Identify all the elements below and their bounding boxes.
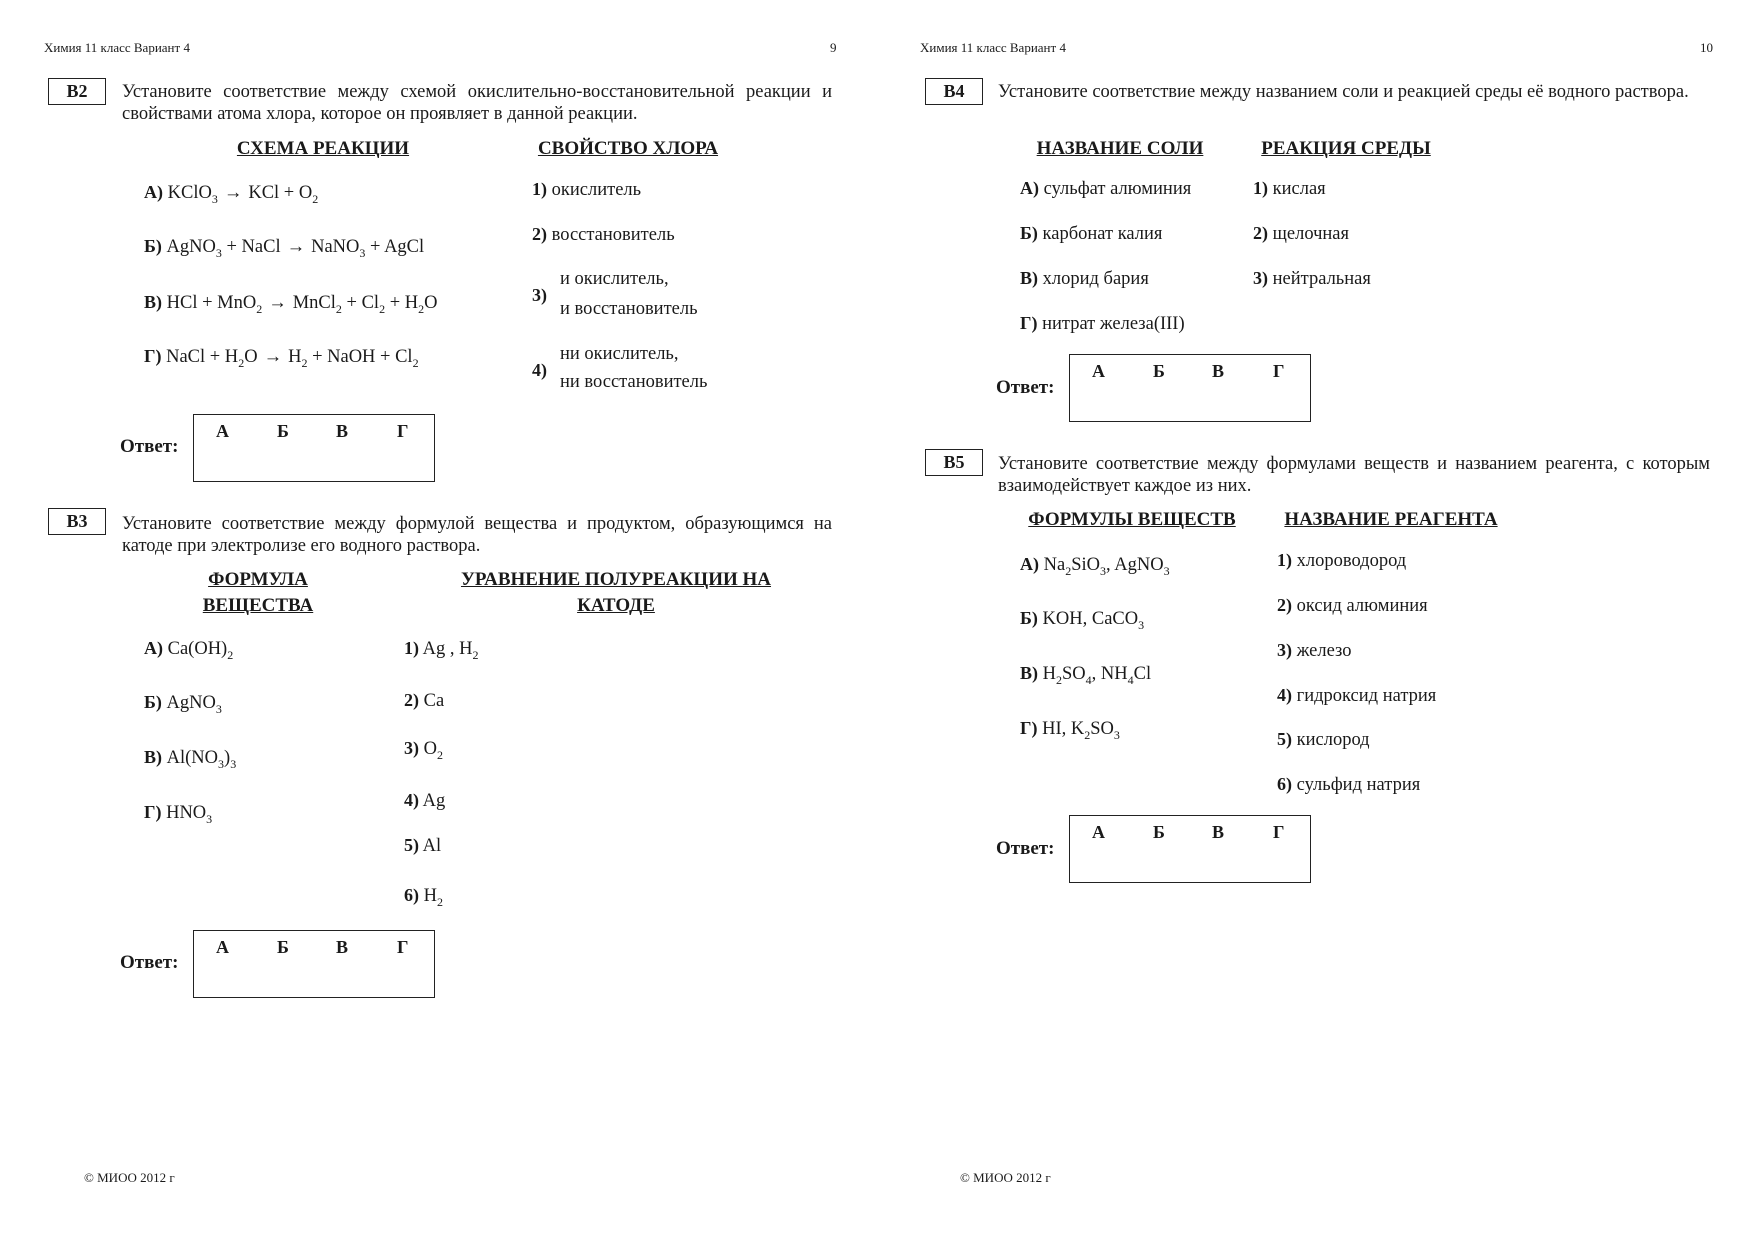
b4-item-c bbox=[1020, 266, 1149, 291]
task-text-b2: Установите соответствие между схемой окислительно-восстановительной реакции и свойствами атома хлора, которое он проявляет в данной реакции. bbox=[122, 82, 832, 124]
b5-item-b bbox=[1020, 606, 1144, 631]
page-footer-left: © МИОО 2012 г bbox=[84, 1170, 175, 1185]
b3-option-2-num: 2) bbox=[404, 690, 419, 710]
b3-item-c-label: В) bbox=[144, 747, 162, 767]
b5-option-5-text: кислород bbox=[1296, 730, 1370, 750]
b4-item-a-label: А) bbox=[1020, 178, 1039, 198]
b5-answer-col-d: Г bbox=[1273, 822, 1285, 842]
b3-item-a-label: А) bbox=[144, 638, 163, 658]
b3-option-1 bbox=[404, 636, 478, 661]
b4-option-3 bbox=[1253, 266, 1371, 291]
b2-item-d-formula: NaCl + $H_2O \to H_2$ + NaOH + $Cl_2$ bbox=[166, 347, 419, 370]
b2-item-d bbox=[144, 344, 419, 369]
b4-answer-col-a: А bbox=[1092, 361, 1105, 381]
b3-option-6-num: 6) bbox=[404, 885, 419, 905]
b3-option-6 bbox=[404, 883, 443, 908]
task-label-b2: B2 bbox=[48, 78, 106, 105]
b5-option-2 bbox=[1277, 593, 1428, 618]
b3-answer-label: Ответ: bbox=[120, 952, 179, 973]
b5-option-6-text: сульфид натрия bbox=[1296, 775, 1421, 795]
b3-option-5-text: Al bbox=[422, 836, 442, 856]
b5-item-a-label: А) bbox=[1020, 554, 1039, 574]
b3-answer-col-a: А bbox=[216, 937, 229, 957]
b3-col-head-equation-1: УРАВНЕНИЕ ПОЛУРЕАКЦИИ НА bbox=[460, 569, 772, 590]
b2-answer-col-a: А bbox=[216, 421, 229, 441]
b5-col-head-reagent: НАЗВАНИЕ РЕАГЕНТА bbox=[1284, 509, 1498, 530]
b2-item-b-label: Б) bbox=[144, 236, 162, 256]
b3-item-a-formula: $Ca(OH)_2$ bbox=[167, 639, 234, 662]
b4-item-c-text: хлорид бария bbox=[1042, 269, 1149, 289]
b4-item-d-label: Г) bbox=[1020, 313, 1038, 333]
b3-item-a bbox=[144, 636, 233, 661]
b2-item-c-formula: HCl + MnO$_2$ → MnCl$_2$ + $Cl_2 + H_2O$ bbox=[166, 293, 438, 316]
page-header-right: Химия 11 класс Вариант 4 bbox=[920, 40, 1066, 55]
b3-option-1-text: Ag , $H_2$ bbox=[422, 639, 479, 662]
b3-answer-col-d: Г bbox=[397, 937, 409, 957]
page-number-left: 9 bbox=[830, 40, 837, 55]
b4-answer-col-d: Г bbox=[1273, 361, 1285, 381]
page-number-right: 10 bbox=[1700, 40, 1713, 55]
b4-item-c-label: В) bbox=[1020, 268, 1038, 288]
b4-option-1 bbox=[1253, 176, 1326, 201]
b2-answer-col-c: В bbox=[336, 421, 349, 441]
page-header-left: Химия 11 класс Вариант 4 bbox=[44, 40, 190, 55]
b4-item-a bbox=[1020, 176, 1191, 201]
b3-option-5-num: 5) bbox=[404, 835, 419, 855]
b5-option-1 bbox=[1277, 548, 1406, 573]
b3-item-c bbox=[144, 745, 236, 770]
b3-item-b-label: Б) bbox=[144, 692, 162, 712]
b2-option-2-num: 2) bbox=[532, 224, 547, 244]
b4-option-3-text: нейтральная bbox=[1272, 269, 1371, 289]
b4-col-head-salt: НАЗВАНИЕ СОЛИ bbox=[1036, 138, 1204, 159]
b3-option-6-text: $H_2$ bbox=[423, 886, 443, 909]
b2-item-d-label: Г) bbox=[144, 346, 162, 366]
b3-col-head-formula-2: ВЕЩЕСТВА bbox=[202, 595, 314, 616]
b4-option-2-text: щелочная bbox=[1272, 224, 1350, 244]
b2-item-a-formula: KClO$_3$ → KCl + $O_2$ bbox=[167, 183, 319, 206]
b4-option-2-num: 2) bbox=[1253, 223, 1268, 243]
b3-answer-col-b: Б bbox=[277, 937, 289, 957]
b5-option-1-num: 1) bbox=[1277, 550, 1292, 570]
b4-col-head-medium: РЕАКЦИЯ СРЕДЫ bbox=[1261, 138, 1431, 159]
b2-item-c-label: В) bbox=[144, 292, 162, 312]
b5-option-3-text: железо bbox=[1296, 641, 1352, 661]
b3-option-3 bbox=[404, 736, 443, 761]
b3-option-4-num: 4) bbox=[404, 790, 419, 810]
b5-answer-label: Ответ: bbox=[996, 838, 1055, 859]
b5-option-2-num: 2) bbox=[1277, 595, 1292, 615]
b2-option-4-line2: ни восстановитель bbox=[560, 372, 708, 392]
b2-option-1 bbox=[532, 177, 641, 202]
b5-option-5 bbox=[1277, 727, 1370, 752]
b4-item-a-text: сульфат алюминия bbox=[1043, 179, 1192, 199]
b4-option-1-num: 1) bbox=[1253, 178, 1268, 198]
b5-option-6-num: 6) bbox=[1277, 774, 1292, 794]
b2-answer-box[interactable] bbox=[193, 414, 435, 482]
b2-option-3-num: 3) bbox=[532, 285, 547, 305]
b3-option-3-num: 3) bbox=[404, 738, 419, 758]
b5-answer-col-a: А bbox=[1092, 822, 1105, 842]
b5-item-d-label: Г) bbox=[1020, 718, 1038, 738]
b5-item-a-formula: $Na_2SiO_3$, AgNO$_3$ bbox=[1043, 555, 1170, 578]
task-label-b4: B4 bbox=[925, 78, 983, 105]
task-label-b5: B5 bbox=[925, 449, 983, 476]
b2-answer-label: Ответ: bbox=[120, 436, 179, 457]
b5-option-3-num: 3) bbox=[1277, 640, 1292, 660]
b2-option-1-num: 1) bbox=[532, 179, 547, 199]
b4-option-1-text: кислая bbox=[1272, 179, 1326, 199]
b2-col-head-reaction: СХЕМА РЕАКЦИИ bbox=[236, 138, 410, 159]
b2-option-4-line1: ни окислитель, bbox=[560, 344, 679, 364]
b4-item-d bbox=[1020, 311, 1185, 336]
b5-option-4 bbox=[1277, 683, 1436, 708]
b3-option-2 bbox=[404, 688, 444, 713]
b5-option-4-num: 4) bbox=[1277, 685, 1292, 705]
b3-answer-col-c: В bbox=[336, 937, 349, 957]
b2-item-b bbox=[144, 234, 424, 259]
b2-item-a-label: А) bbox=[144, 182, 163, 202]
b5-option-6 bbox=[1277, 772, 1420, 797]
b4-answer-label: Ответ: bbox=[996, 377, 1055, 398]
b3-option-3-text: $O_2$ bbox=[423, 739, 443, 762]
b5-item-c-label: В) bbox=[1020, 663, 1038, 683]
b5-item-c bbox=[1020, 661, 1151, 686]
b4-answer-col-c: В bbox=[1212, 361, 1225, 381]
b3-answer-box[interactable] bbox=[193, 930, 435, 998]
b2-item-a bbox=[144, 180, 318, 205]
b3-item-d-label: Г) bbox=[144, 802, 162, 822]
b3-item-b bbox=[144, 690, 222, 715]
b4-item-b bbox=[1020, 221, 1162, 246]
b4-item-b-text: карбонат калия bbox=[1042, 224, 1163, 244]
b4-answer-box[interactable] bbox=[1069, 354, 1311, 422]
b3-item-b-formula: AgNO$_3$ bbox=[166, 693, 222, 716]
b4-option-3-num: 3) bbox=[1253, 268, 1268, 288]
b3-col-head-equation-2: КАТОДЕ bbox=[577, 595, 655, 616]
b2-answer-col-b: Б bbox=[277, 421, 289, 441]
b3-option-4-text: Ag bbox=[422, 791, 446, 811]
b2-option-1-text: окислитель bbox=[551, 180, 642, 200]
b5-item-c-formula: $H_2SO_4$, $NH_4Cl$ bbox=[1042, 664, 1152, 687]
b2-answer-col-d: Г bbox=[397, 421, 409, 441]
b3-item-d bbox=[144, 800, 212, 825]
b3-option-2-text: Ca bbox=[423, 691, 445, 711]
b5-col-head-formulas: ФОРМУЛЫ ВЕЩЕСТВ bbox=[1028, 509, 1236, 530]
b2-option-3-line1: и окислитель, bbox=[560, 269, 669, 289]
b5-item-b-label: Б) bbox=[1020, 608, 1038, 628]
b5-option-5-num: 5) bbox=[1277, 729, 1292, 749]
b4-item-b-label: Б) bbox=[1020, 223, 1038, 243]
b5-option-1-text: хлороводород bbox=[1296, 551, 1407, 571]
b2-option-4-num: 4) bbox=[532, 360, 547, 380]
b2-col-head-property: СВОЙСТВО ХЛОРА bbox=[537, 138, 719, 159]
b5-answer-col-b: Б bbox=[1153, 822, 1165, 842]
b5-item-b-formula: KOH, CaCO$_3$ bbox=[1042, 609, 1145, 632]
b5-answer-box[interactable] bbox=[1069, 815, 1311, 883]
b3-option-1-num: 1) bbox=[404, 638, 419, 658]
b3-col-head-formula-1: ФОРМУЛА bbox=[208, 569, 308, 590]
b2-option-2 bbox=[532, 222, 675, 247]
b3-option-4 bbox=[404, 788, 445, 813]
b2-item-b-formula: AgNO$_3$ + NaCl → NaNO$_3$ + AgCl bbox=[166, 237, 425, 260]
b5-option-3 bbox=[1277, 638, 1352, 663]
b5-item-a bbox=[1020, 552, 1170, 577]
b2-option-3-line2: и восстановитель bbox=[560, 299, 698, 319]
b2-item-c bbox=[144, 290, 438, 315]
b5-option-2-text: оксид алюминия bbox=[1296, 596, 1428, 616]
b5-option-4-text: гидроксид натрия bbox=[1296, 686, 1437, 706]
b4-answer-col-b: Б bbox=[1153, 361, 1165, 381]
b5-item-d bbox=[1020, 716, 1120, 741]
task-text-b3: Установите соответствие между формулой вещества и продуктом, образующимся на катоде при электролизе его водного раствора. bbox=[122, 514, 832, 556]
b5-item-d-formula: HI, $K_2SO_3$ bbox=[1042, 719, 1120, 742]
b3-item-d-formula: $HNO_3$ bbox=[166, 803, 213, 826]
b5-answer-col-c: В bbox=[1212, 822, 1225, 842]
b3-item-c-formula: $Al(NO_3)_3$ bbox=[166, 748, 237, 771]
task-text-b4: Установите соответствие между названием соли и реакцией среды её водного раствора. bbox=[998, 82, 1689, 102]
b3-option-5 bbox=[404, 833, 441, 858]
task-text-b5: Установите соответствие между формулами веществ и названием реагента, с которым взаимодействует каждое из них. bbox=[998, 454, 1710, 496]
b4-option-2 bbox=[1253, 221, 1349, 246]
task-label-b3: B3 bbox=[48, 508, 106, 535]
b4-item-d-text: нитрат железа(III) bbox=[1042, 314, 1185, 334]
b2-option-2-text: восстановитель bbox=[551, 225, 675, 245]
page-footer-right: © МИОО 2012 г bbox=[960, 1170, 1051, 1185]
